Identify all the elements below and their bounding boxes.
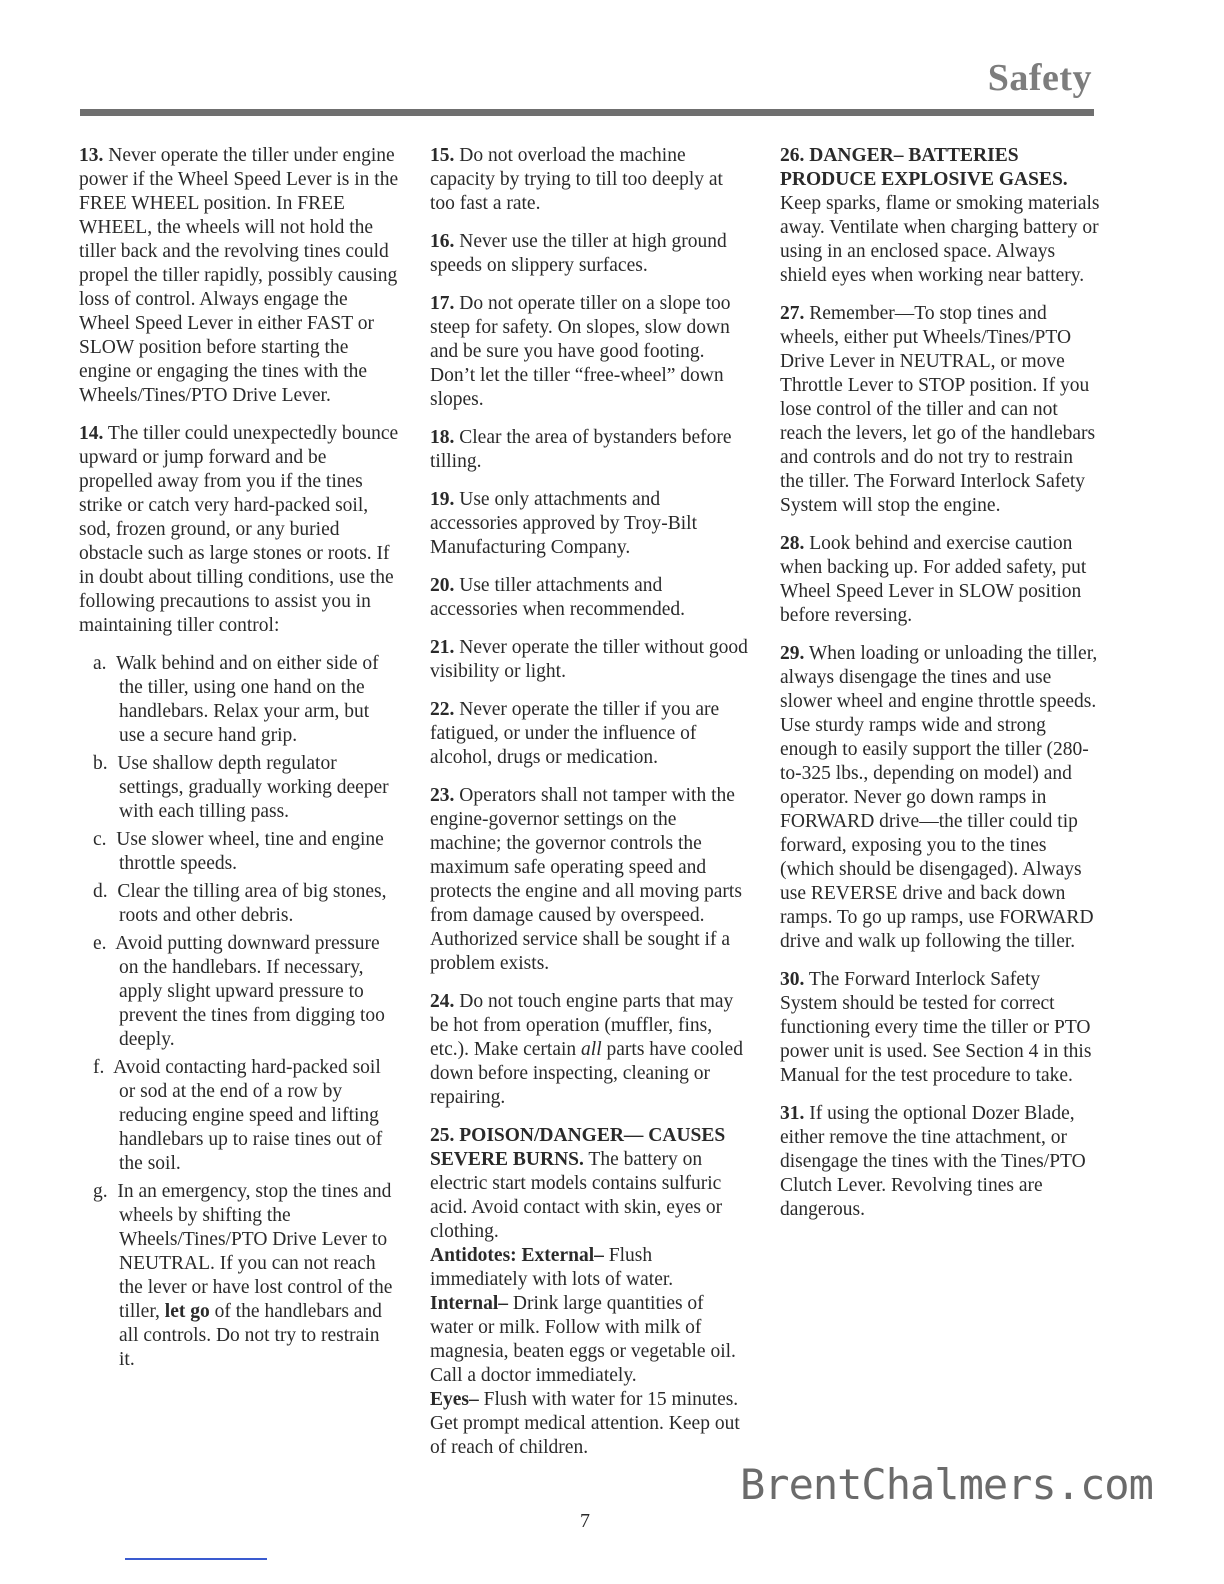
precaution-b: b. Use shallow depth regulator settings, gradually working deeper with each tilling pass. xyxy=(93,753,389,822)
safety-item-27: 27. Remember—To stop tines and wheels, either put Wheels/Tines/PTO Drive Lever in NEUTRAL, or move Throttle Lever to STOP position. If you lose control of the tiller and can not reach the levers, let go of the handlebars and controls and do not try to restrain the tiller. The Forward Interlock Safety System will stop the engine. xyxy=(780,303,1096,516)
precaution-f: f. Avoid contacting hard-packed soil or sod at the end of a row by reducing engine speed and lifting handlebars up to raise tines out of the soil. xyxy=(93,1057,383,1174)
precaution-g: g. In an emergency, stop the tines and wheels by shifting the Wheels/Tines/PTO Drive Lever to NEUTRAL. If you can not reach the lever or have lost control of the tiller, let go of the handlebars and all controls. Do not try to restrain it. xyxy=(93,1181,393,1370)
column-3 xyxy=(780,144,1100,1236)
poison-warning-heading: 25. POISON/DANGER— CAUSES SEVERE BURNS. xyxy=(430,1125,726,1170)
safety-item-26: 26. DANGER– BATTERIES PRODUCE EXPLOSIVE GASES. Keep sparks, flame or smoking materials away. Ventilate when charging battery or using in an enclosed space. Always shield eyes when working near battery. xyxy=(780,145,1100,286)
safety-item-15: 15. Do not overload the machine capacity by trying to till too deeply at too fast a rate. xyxy=(430,145,723,214)
safety-item-13: 13. Never operate the tiller under engine power if the Wheel Speed Lever is in the FREE WHEEL position. In FREE WHEEL, the wheels will not hold the tiller back and the revolving tines could propel the tiller rapidly, possibly causing loss of control. Always engage the Wheel Speed Lever in either FAST or SLOW position before starting the engine or engaging the tines with the Wheels/Tines/PTO Drive Lever. xyxy=(79,145,399,406)
section-title: Safety xyxy=(987,57,1092,99)
antidote-internal: Internal– Drink large quantities of water or milk. Follow with milk of magnesia, beaten eggs or vegetable oil. Call a doctor immediately. xyxy=(430,1293,736,1386)
safety-item-19: 19. Use only attachments and accessories approved by Troy-Bilt Manufacturing Company. xyxy=(430,489,698,558)
safety-item-24: 24. Do not touch engine parts that may be hot from operation (muffler, fins, etc.). Make certain all parts have cooled down before inspecting, cleaning or repairing. xyxy=(430,991,743,1108)
safety-item-21: 21. Never operate the tiller without good visibility or light. xyxy=(430,637,748,682)
antidote-eyes: Eyes– Flush with water for 15 minutes. Get prompt medical attention. Keep out of reach of children. xyxy=(430,1389,740,1458)
battery-warning-heading: 26. DANGER– BATTERIES PRODUCE EXPLOSIVE GASES. xyxy=(780,145,1068,190)
safety-item-25: 25. POISON/DANGER— CAUSES SEVERE BURNS. The battery on electric start models contains sulfuric acid. Avoid contact with skin, eyes or clothing. Antidotes: External– Flush immediately with lots of water. Internal– Drink large quantities of water or milk. Follow with milk of magnesia, beaten eggs or vegetable oil. Call a doctor immediately. Eyes– Flush with water for 15 minutes. Get prompt medical attention. Keep out of reach of children. xyxy=(430,1124,748,1460)
safety-item-28: 28. Look behind and exercise caution when backing up. For added safety, put Wheel Speed Lever in SLOW position before reversing. xyxy=(780,533,1087,626)
precaution-c: c. Use slower wheel, tine and engine throttle speeds. xyxy=(93,829,384,874)
safety-item-17: 17. Do not operate tiller on a slope too steep for safety. On slopes, slow down and be sure you have good footing. Don’t let the tiller “free-wheel” down slopes. xyxy=(430,293,731,410)
precaution-e: e. Avoid putting downward pressure on the handlebars. If necessary, apply slight upward pressure to prevent the tines from digging too deeply. xyxy=(93,933,385,1050)
link-underline xyxy=(125,1558,267,1560)
safety-item-31: 31. If using the optional Dozer Blade, either remove the tine attachment, or disengage the tines with the Tines/PTO Clutch Lever. Revolving tines are dangerous. xyxy=(780,1103,1086,1220)
watermark: BrentChalmers.com xyxy=(740,1460,1153,1509)
safety-item-29: 29. When loading or unloading the tiller, always disengage the tines and use slower wheel and engine throttle speeds. Use sturdy ramps wide and strong enough to easily support the tiller (280-to-325 lbs., depending on model) and operator. Never go down ramps in FORWARD drive—the tiller could tip forward, exposing you to the tines (which should be disengaged). Always use REVERSE drive and back down ramps. To go up ramps, use FORWARD drive and walk up following the tiller. xyxy=(780,643,1098,952)
precaution-a: a. Walk behind and on either side of the tiller, using one hand on the handlebars. Relax your arm, but use a secure hand grip. xyxy=(93,653,379,746)
safety-item-23: 23. Operators shall not tamper with the engine-governor settings on the machine; the governor controls the maximum safe operating speed and protects the engine and all moving parts from damage caused by overspeed. Authorized service shall be sought if a problem exists. xyxy=(430,785,742,974)
safety-item-14: 14. The tiller could unexpectedly bounce upward or jump forward and be propelled away from you if the tines strike or catch very hard-packed soil, sod, frozen ground, or any buried obstacle such as large stones or roots. If in doubt about tilling conditions, use the following precautions to assist you in maintaining tiller control: xyxy=(79,423,399,636)
safety-item-22: 22. Never operate the tiller if you are fatigued, or under the influence of alcohol, drugs or medication. xyxy=(430,699,720,768)
antidote-external: Antidotes: External– Flush immediately with lots of water. xyxy=(430,1245,674,1290)
precaution-d: d. Clear the tilling area of big stones, roots and other debris. xyxy=(93,881,387,926)
safety-item-30: 30. The Forward Interlock Safety System should be tested for correct functioning every time the tiller or PTO power unit is used. See Section 4 in this Manual for the test procedure to take. xyxy=(780,969,1092,1086)
precautions-list xyxy=(93,652,399,1372)
safety-item-16: 16. Never use the tiller at high ground speeds on slippery surfaces. xyxy=(430,231,727,276)
header-rule xyxy=(80,109,1094,116)
safety-item-18: 18. Clear the area of bystanders before tilling. xyxy=(430,427,732,472)
column-1 xyxy=(79,144,399,1376)
page-number: 7 xyxy=(580,1510,590,1532)
safety-item-20: 20. Use tiller attachments and accessories when recommended. xyxy=(430,575,686,620)
column-2 xyxy=(430,144,748,1474)
